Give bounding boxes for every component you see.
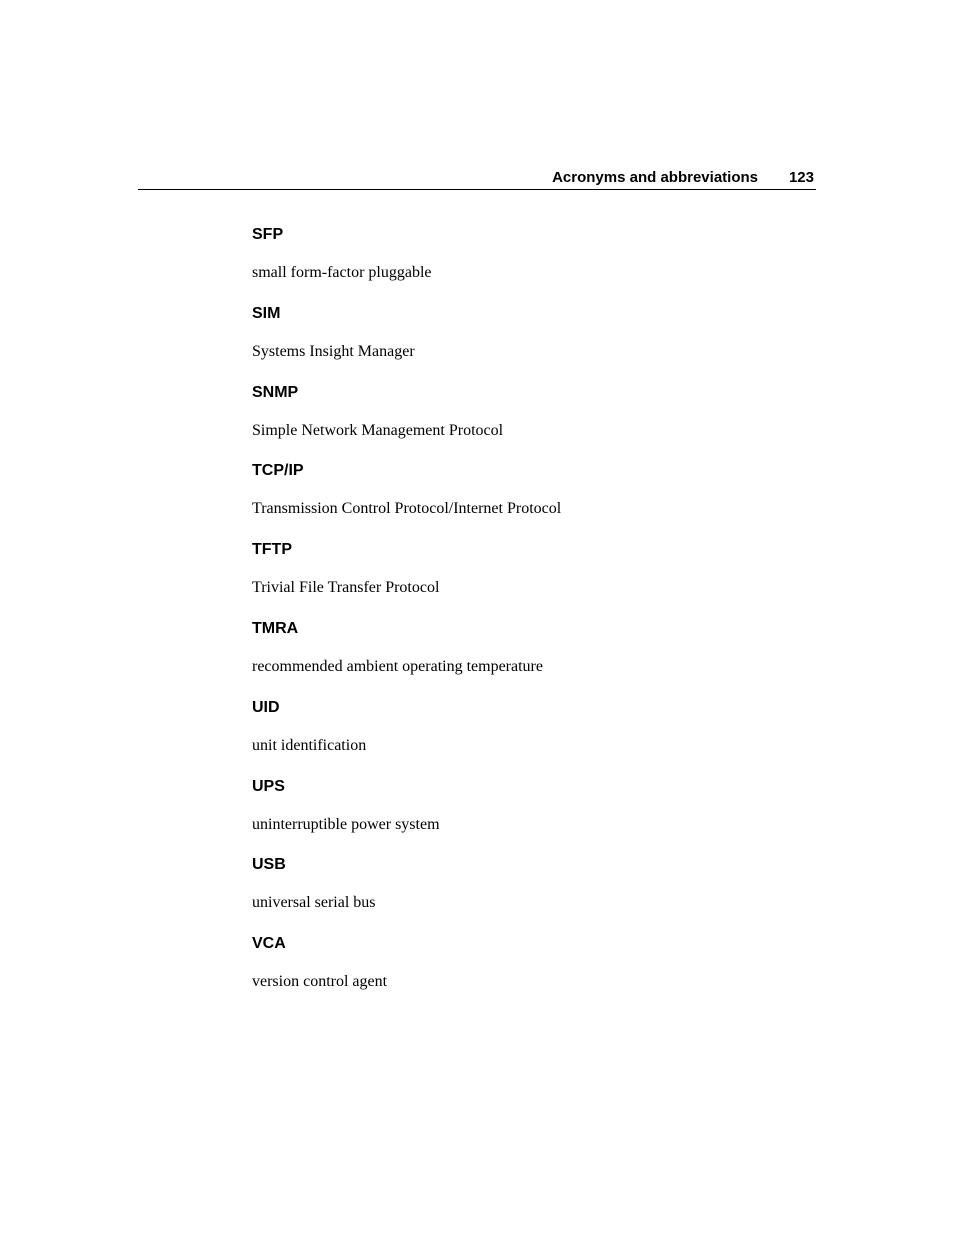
acronym-term: TCP/IP [252,462,304,480]
acronym-term: VCA [252,935,286,953]
acronym-entry [252,616,852,695]
acronym-definition: universal serial bus [252,894,376,912]
acronym-definition: Transmission Control Protocol/Internet Protocol [252,500,562,518]
acronym-term: UID [252,698,280,716]
acronym-term: UPS [252,777,285,795]
acronym-definition: Trivial File Transfer Protocol [252,579,440,597]
acronym-definition: unit identification [252,736,367,754]
acronym-definition: Simple Network Management Protocol [252,421,504,439]
acronym-entry [252,301,852,380]
section-title: Acronyms and abbreviations [552,169,758,186]
acronym-definition: version control agent [252,973,388,991]
acronym-entry [252,852,852,931]
acronym-entry [252,458,852,537]
acronym-term: SFP [252,226,284,243]
acronym-definition: small form-factor pluggable [252,264,432,281]
acronym-entry [252,222,852,301]
acronym-definition: Systems Insight Manager [252,342,415,360]
acronym-entry [252,380,852,459]
acronym-term: SNMP [252,383,299,401]
acronym-term: USB [252,856,286,874]
page-number: 123 [788,169,814,186]
acronym-term: TMRA [252,619,299,637]
acronym-entry [252,695,852,774]
acronym-entry [252,537,852,616]
acronym-definition: recommended ambient operating temperature [252,657,543,675]
acronym-term: SIM [252,304,281,322]
acronym-entry [252,774,852,853]
acronym-term: TFTP [252,541,292,559]
acronym-list [252,222,852,1010]
acronym-definition: uninterruptible power system [252,815,440,833]
acronym-entry [252,931,852,1010]
running-header [138,168,816,190]
